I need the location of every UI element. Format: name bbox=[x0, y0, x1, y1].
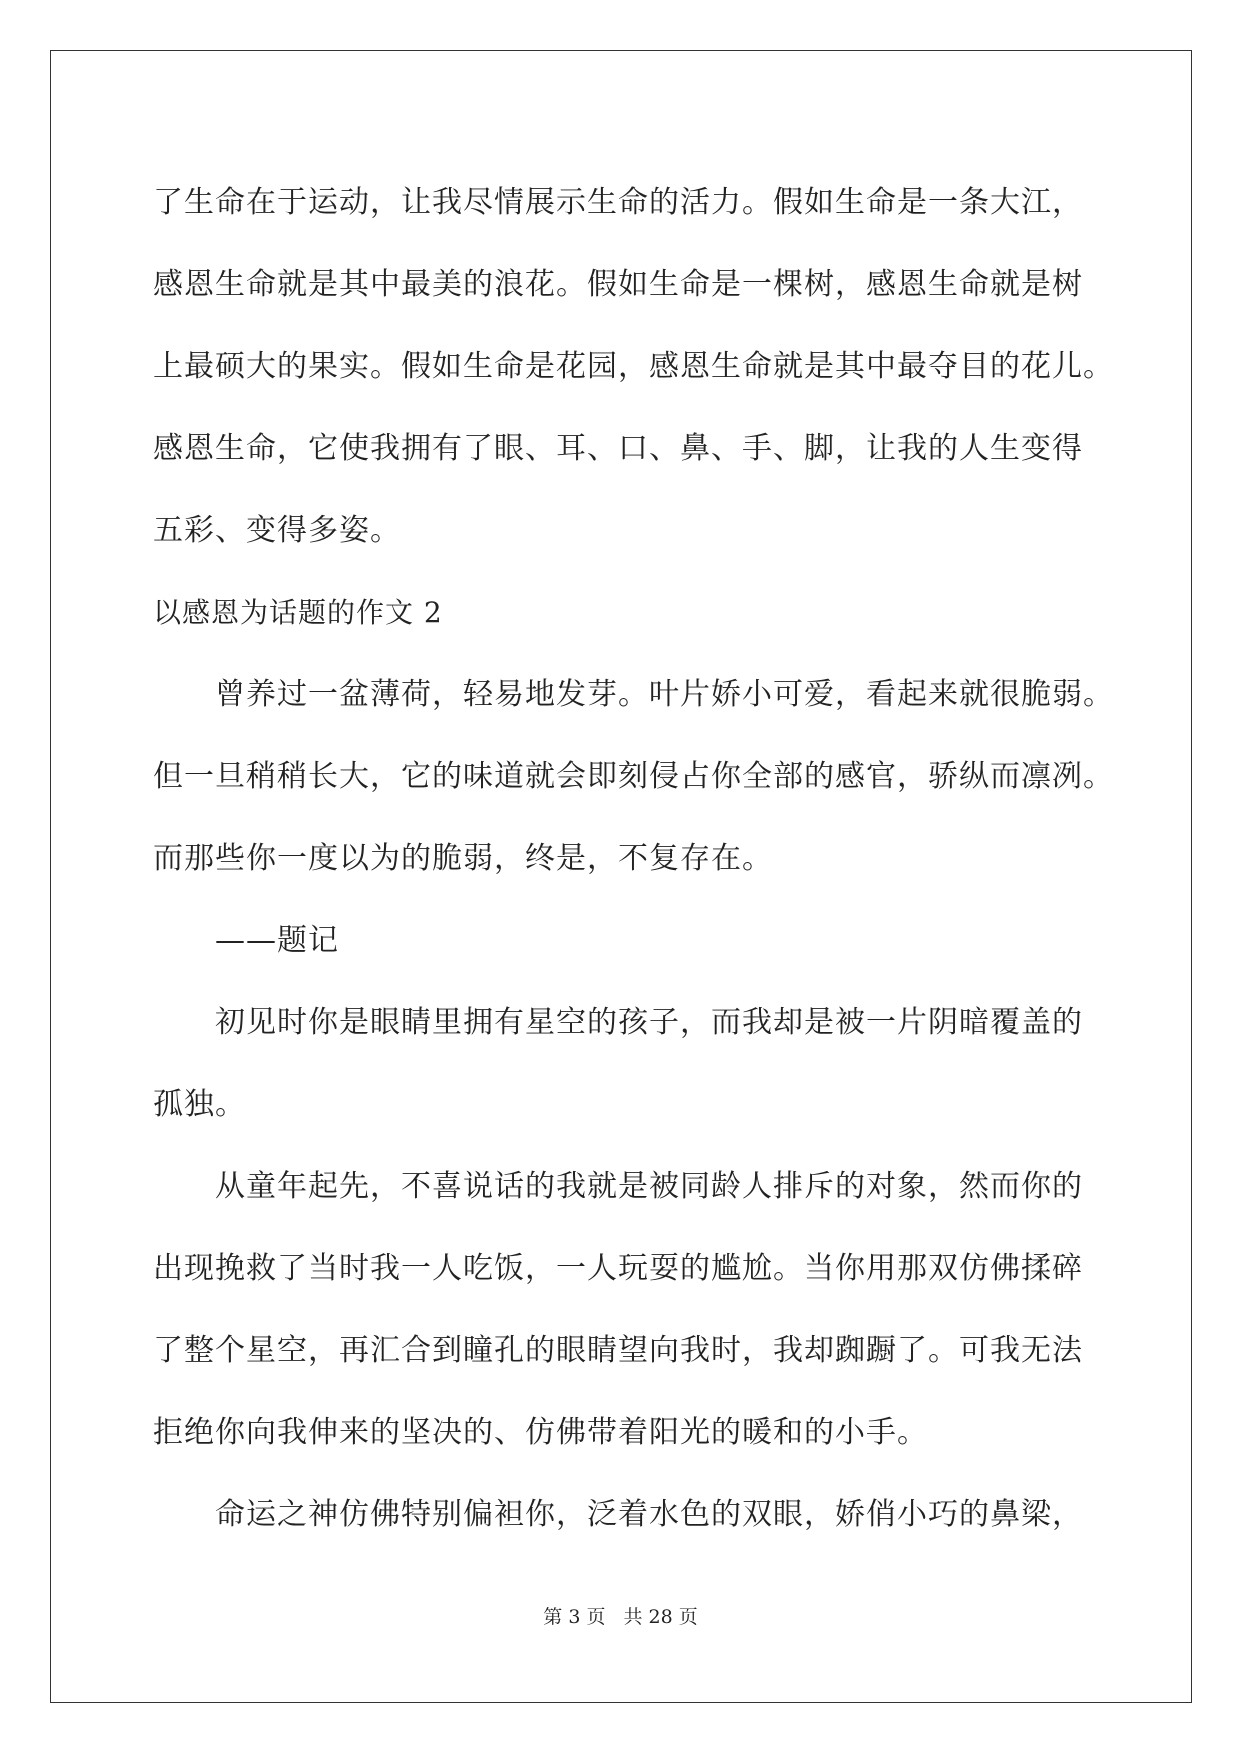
text-line: 命运之神仿佛特别偏袒你，泛着水色的双眼，娇俏小巧的鼻梁， bbox=[215, 1497, 1083, 1532]
text-line: 曾养过一盆薄荷，轻易地发芽。叶片娇小可爱，看起来就很脆弱。 bbox=[215, 677, 1114, 712]
text-line: 感恩生命就是其中最美的浪花。假如生命是一棵树，感恩生命就是树 bbox=[153, 267, 1083, 302]
text-line: 拒绝你向我伸来的坚决的、仿佛带着阳光的暖和的小手。 bbox=[153, 1415, 928, 1450]
text-line: 感恩生命，它使我拥有了眼、耳、口、鼻、手、脚，让我的人生变得 bbox=[153, 431, 1083, 466]
text-line: 但一旦稍稍长大，它的味道就会即刻侵占你全部的感官，骄纵而凛冽。 bbox=[153, 759, 1114, 794]
text-line: 孤独。 bbox=[153, 1087, 246, 1122]
text-line: 初见时你是眼睛里拥有星空的孩子，而我却是被一片阴暗覆盖的 bbox=[215, 1005, 1083, 1040]
text-line: 五彩、变得多姿。 bbox=[153, 513, 401, 548]
text-line: 从童年起先，不喜说话的我就是被同龄人排斥的对象，然而你的 bbox=[215, 1169, 1083, 1204]
text-line: 出现挽救了当时我一人吃饭，一人玩耍的尴尬。当你用那双仿佛揉碎 bbox=[153, 1251, 1083, 1286]
epigraph-signature: ——题记 bbox=[215, 923, 339, 958]
section-heading: 以感恩为话题的作文 2 bbox=[153, 596, 443, 629]
document-body bbox=[153, 162, 1114, 1556]
text-line: 了生命在于运动，让我尽情展示生命的活力。假如生命是一条大江， bbox=[153, 185, 1083, 220]
page-total: 共 28 页 bbox=[623, 1606, 698, 1628]
text-line: 了整个星空，再汇合到瞳孔的眼睛望向我时，我却踟蹰了。可我无法 bbox=[153, 1333, 1083, 1368]
text-line: 而那些你一度以为的脆弱，终是，不复存在。 bbox=[153, 841, 773, 876]
page-number: 第 3 页 bbox=[543, 1606, 606, 1628]
text-line: 上最硕大的果实。假如生命是花园，感恩生命就是其中最夺目的花儿。 bbox=[153, 349, 1114, 384]
page-footer bbox=[0, 1602, 1241, 1629]
